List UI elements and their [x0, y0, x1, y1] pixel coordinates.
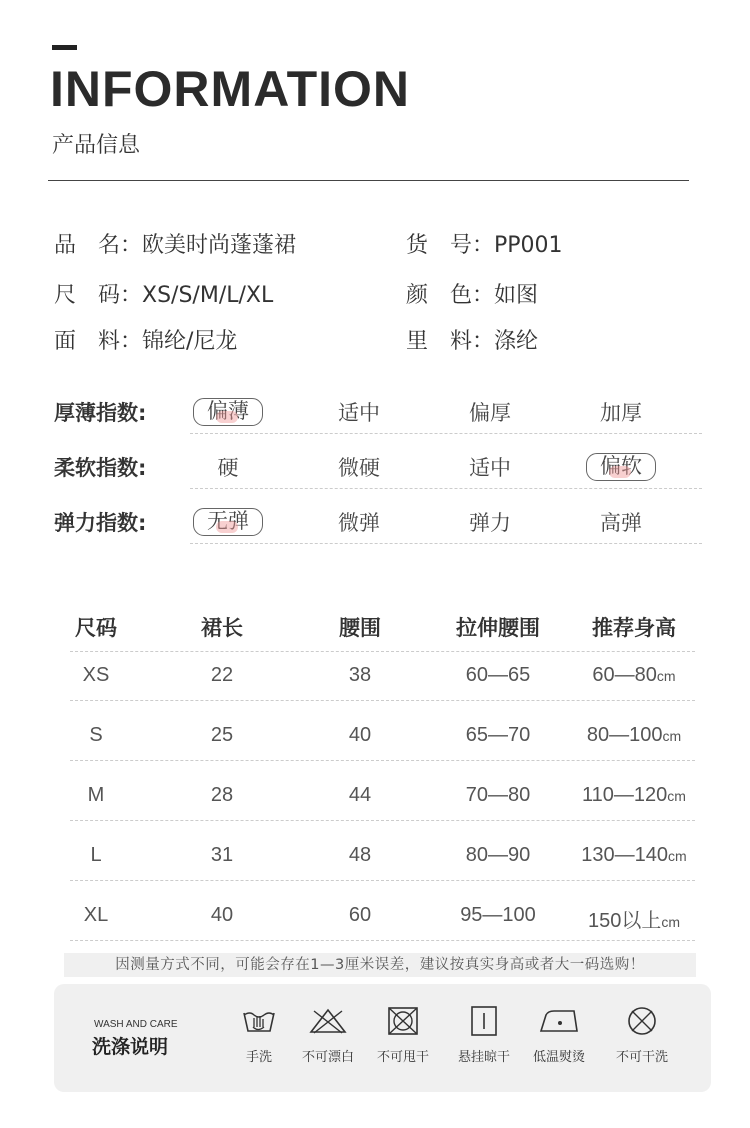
info-color-value: 如图 — [494, 283, 539, 308]
index-label: 柔软指数: — [54, 456, 147, 480]
index-label: 厚薄指数: — [54, 401, 147, 425]
size-table-cell: 60 — [348, 904, 372, 926]
size-table-header: 腰围 — [339, 616, 381, 640]
index-option: 弹力 — [469, 511, 511, 535]
info-color — [406, 278, 538, 309]
size-table-cell: 22 — [210, 664, 234, 686]
size-table-header: 裙长 — [201, 616, 243, 640]
wash-item-label: 悬挂晾干 — [457, 1050, 510, 1065]
wash-item — [293, 1004, 363, 1065]
no-bleach-icon — [293, 1004, 363, 1038]
size-table-cell: L — [90, 844, 102, 866]
size-table-cell: M — [87, 784, 105, 806]
size-table-cell: 80—100cm — [586, 724, 682, 746]
index-option: 适中 — [338, 401, 380, 425]
info-size — [54, 278, 273, 309]
index-option-selected: 偏软 — [586, 453, 656, 481]
index-option: 加厚 — [600, 401, 642, 425]
size-table-cell: S — [89, 724, 103, 746]
no-tumble-dry-icon — [368, 1004, 438, 1038]
wash-item — [607, 1004, 677, 1065]
size-table-cell: XL — [83, 904, 109, 926]
info-sku-value: PP001 — [494, 233, 563, 258]
info-fabric-value: 锦纶/尼龙 — [142, 329, 238, 354]
info-size-value: XS/S/M/L/XL — [142, 283, 274, 308]
hang-dry-icon — [449, 1004, 519, 1038]
measurement-note: 因测量方式不同，可能会存在1—3厘米误差，建议按真实身高或者大一码选购！ — [64, 953, 696, 977]
size-table-cell: 44 — [348, 784, 372, 806]
info-size-key: 尺 码： — [54, 283, 143, 308]
index-divider — [190, 433, 702, 434]
index-option: 微硬 — [338, 456, 380, 480]
index-option-selected: 无弹 — [193, 508, 263, 536]
wash-care-panel — [54, 984, 711, 1092]
size-table-cell: 38 — [348, 664, 372, 686]
wash-title-en: WASH AND CARE — [94, 1019, 178, 1030]
info-lining-key: 里 料： — [406, 329, 495, 354]
index-option: 微弹 — [338, 511, 380, 535]
size-table-divider — [70, 651, 695, 652]
index-divider — [190, 543, 702, 544]
size-table-divider — [70, 880, 695, 881]
index-option-selected: 偏薄 — [193, 398, 263, 426]
wash-title-cn: 洗涤说明 — [92, 1036, 169, 1058]
page-subtitle: 产品信息 — [52, 133, 141, 158]
info-sku — [406, 228, 563, 259]
info-fabric-key: 面 料： — [54, 329, 143, 354]
index-option: 硬 — [217, 456, 239, 480]
size-table-cell: 60—65 — [465, 664, 531, 686]
size-table-cell: 65—70 — [465, 724, 531, 746]
wash-item-label: 手洗 — [245, 1050, 272, 1065]
size-table-divider — [70, 940, 695, 941]
info-color-key: 颜 色： — [406, 283, 495, 308]
size-table-divider — [70, 700, 695, 701]
size-table-cell: 28 — [210, 784, 234, 806]
wash-item-label: 低温熨烫 — [532, 1050, 585, 1065]
size-table-cell: 25 — [210, 724, 234, 746]
size-table-cell: 31 — [210, 844, 234, 866]
size-table-cell: 110—120cm — [582, 784, 686, 806]
size-table-cell: 95—100 — [460, 904, 536, 926]
size-table-cell: 48 — [348, 844, 372, 866]
no-dry-clean-icon — [607, 1004, 677, 1038]
index-option: 高弹 — [600, 511, 642, 535]
size-table-header: 尺码 — [75, 616, 117, 640]
index-label: 弹力指数: — [54, 511, 147, 535]
low-iron-icon — [524, 1004, 594, 1038]
hand-wash-icon — [224, 1004, 294, 1038]
index-option: 偏厚 — [469, 401, 511, 425]
size-table-cell: XS — [82, 664, 110, 686]
info-fabric — [54, 324, 237, 355]
size-table-cell: 40 — [348, 724, 372, 746]
index-option: 适中 — [469, 456, 511, 480]
size-table-cell: 150以上cm — [587, 910, 681, 932]
wash-item-label: 不可干洗 — [615, 1050, 668, 1065]
size-table-cell: 70—80 — [465, 784, 531, 806]
page-title: INFORMATION — [50, 61, 411, 117]
info-lining-value: 涤纶 — [494, 329, 539, 354]
size-table-cell: 40 — [210, 904, 234, 926]
wash-item-label: 不可甩干 — [376, 1050, 429, 1065]
info-name-value: 欧美时尚蓬蓬裙 — [142, 233, 297, 258]
info-sku-key: 货 号： — [406, 233, 495, 258]
size-table-header: 推荐身高 — [592, 616, 676, 640]
size-table-divider — [70, 820, 695, 821]
wash-item — [524, 1004, 594, 1065]
divider — [48, 180, 689, 181]
wash-item — [368, 1004, 438, 1065]
size-table-cell: 130—140cm — [581, 844, 687, 866]
wash-item — [224, 1004, 294, 1065]
info-name-key: 品 名： — [54, 233, 143, 258]
size-table-cell: 80—90 — [465, 844, 531, 866]
wash-item-label: 不可漂白 — [301, 1050, 354, 1065]
info-name — [54, 228, 296, 259]
size-table-divider — [70, 760, 695, 761]
title-dash — [52, 45, 77, 50]
index-divider — [190, 488, 702, 489]
size-table-cell: 60—80cm — [592, 664, 676, 686]
size-table-header: 拉伸腰围 — [456, 616, 540, 640]
info-lining — [406, 324, 538, 355]
wash-item — [449, 1004, 519, 1065]
